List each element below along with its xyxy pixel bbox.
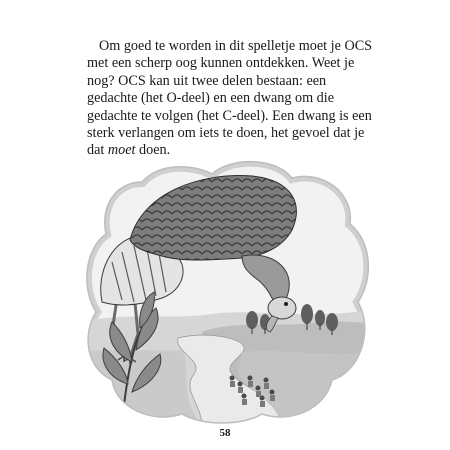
body-paragraph: [87, 38, 377, 160]
illustration-bird-landscape: [82, 152, 372, 424]
paragraph-text-end: doen.: [135, 142, 171, 159]
emphasized-word: moet: [107, 142, 136, 159]
page-number: 58: [219, 427, 231, 439]
paragraph-text: Om goed te worden in dit spelletje moet je OCS met een scherp oog kunnen ontdekken. Weet je nog? OCS kan uit twee delen bestaan: een gedachte (het O-deel) en een dwang om die gedachte te volgen (het C-deel). Een dwang is een sterk verlangen om iets te doen, het gevoel dat je dat: [87, 38, 373, 159]
